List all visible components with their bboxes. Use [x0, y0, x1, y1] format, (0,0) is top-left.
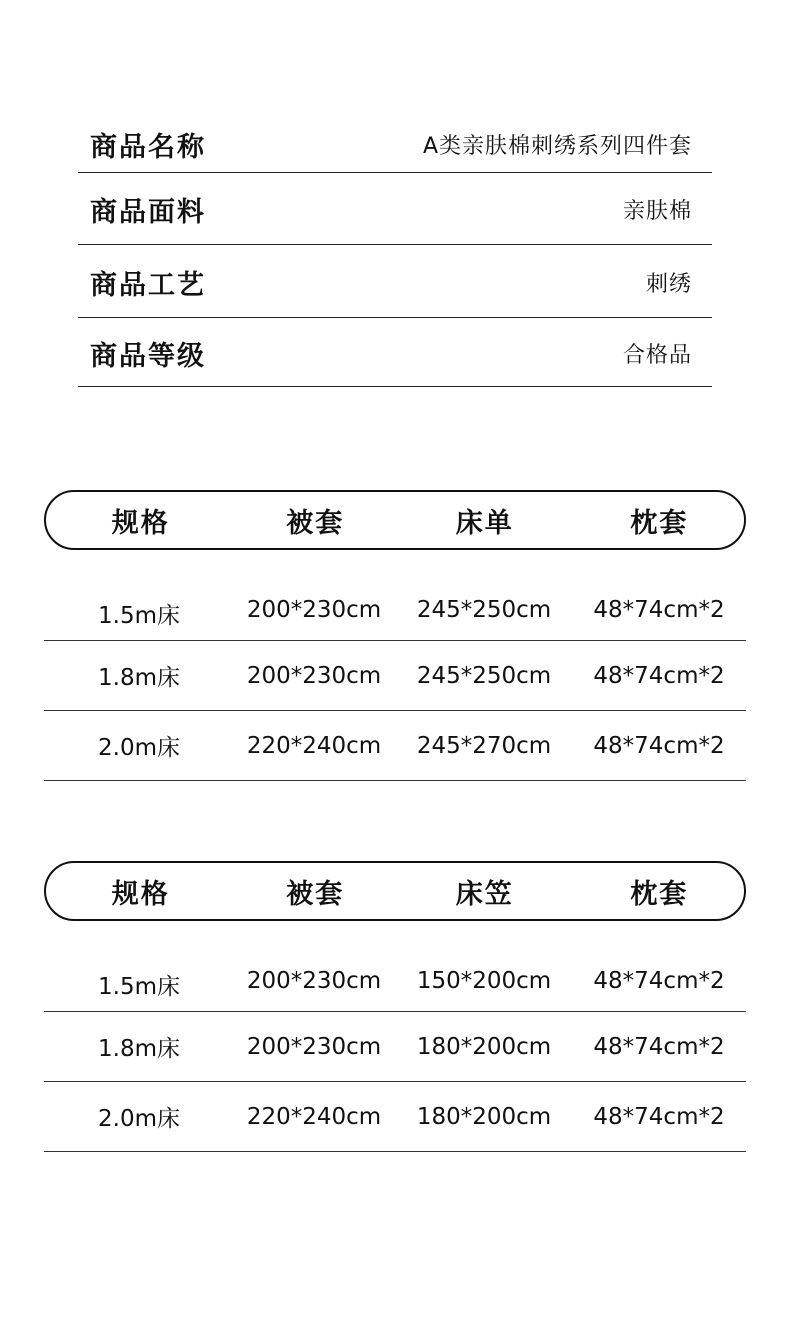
table-row — [44, 585, 746, 641]
size-table-body — [44, 956, 746, 1152]
size-table-fitted-sheet — [44, 861, 746, 1152]
table-row — [44, 711, 746, 781]
info-label: 商品工艺 — [90, 269, 206, 301]
table-cell: 48*74cm*2 — [593, 1103, 725, 1130]
table-cell: 48*74cm*2 — [593, 1033, 725, 1060]
info-row-fabric — [78, 173, 712, 245]
table-row — [44, 641, 746, 711]
header-cell: 枕套 — [630, 507, 689, 539]
info-label: 商品等级 — [90, 340, 206, 372]
table-cell: 220*240cm — [246, 1103, 382, 1130]
info-row-craft — [78, 245, 712, 318]
info-value: 亲肤棉 — [622, 199, 692, 224]
size-table-body — [44, 585, 746, 781]
info-value: 合格品 — [622, 342, 692, 368]
table-cell: 150*200cm — [416, 968, 552, 994]
header-cell: 枕套 — [630, 878, 689, 910]
header-cell: 床单 — [455, 507, 514, 539]
size-table-sheet — [44, 490, 746, 781]
header-cell: 规格 — [111, 507, 170, 539]
info-label: 商品名称 — [90, 131, 206, 163]
info-value: A类亲肤棉刺绣系列四件套 — [422, 133, 692, 159]
table-cell: 1.8m床 — [98, 1036, 180, 1062]
table-cell: 2.0m床 — [98, 735, 180, 761]
header-cell: 床笠 — [455, 878, 514, 910]
table-cell: 48*74cm*2 — [593, 662, 725, 689]
table-cell: 245*270cm — [416, 732, 552, 759]
table-cell: 245*250cm — [416, 597, 552, 623]
table-cell: 48*74cm*2 — [593, 968, 725, 994]
table-row — [44, 1082, 746, 1152]
table-cell: 1.8m床 — [98, 665, 180, 691]
table-cell: 48*74cm*2 — [593, 732, 725, 759]
header-cell: 被套 — [286, 507, 345, 539]
info-value: 刺绣 — [645, 271, 692, 297]
table-cell: 200*230cm — [246, 968, 382, 994]
table-cell: 200*230cm — [246, 597, 382, 623]
table-cell: 1.5m床 — [98, 603, 180, 629]
table-row — [44, 956, 746, 1012]
size-table-header — [44, 861, 746, 921]
table-row — [44, 1012, 746, 1082]
info-row-grade — [78, 318, 712, 387]
table-cell: 220*240cm — [246, 732, 382, 759]
table-cell: 2.0m床 — [98, 1106, 180, 1132]
table-cell: 245*250cm — [416, 662, 552, 689]
table-cell: 1.5m床 — [98, 974, 180, 1000]
table-cell: 200*230cm — [246, 662, 382, 689]
table-cell: 180*200cm — [416, 1103, 552, 1130]
header-cell: 被套 — [286, 878, 345, 910]
product-info-list — [78, 108, 712, 387]
size-table-header — [44, 490, 746, 550]
table-cell: 48*74cm*2 — [593, 597, 725, 623]
table-cell: 200*230cm — [246, 1033, 382, 1060]
header-cell: 规格 — [111, 878, 170, 910]
info-row-name — [78, 108, 712, 173]
table-cell: 180*200cm — [416, 1033, 552, 1060]
info-label: 商品面料 — [90, 197, 206, 228]
